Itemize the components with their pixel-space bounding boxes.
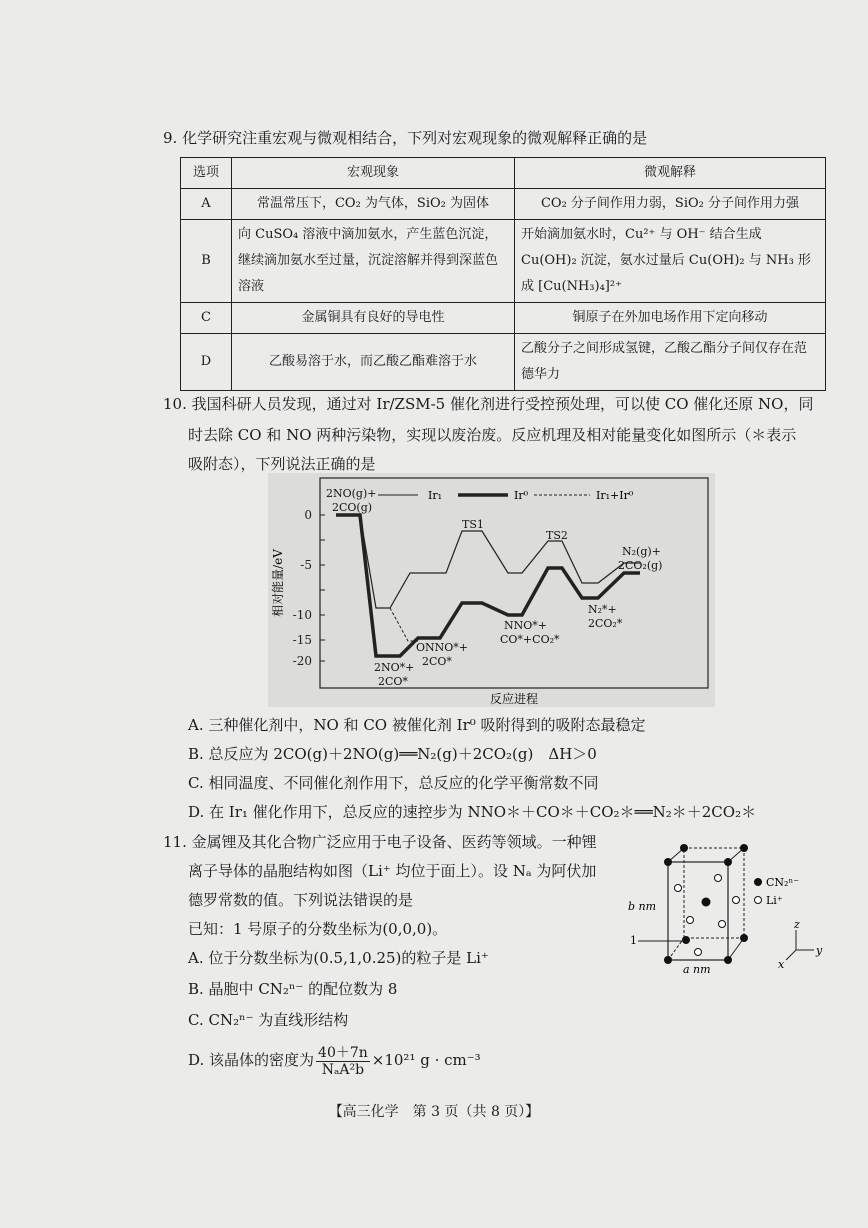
y-axis-label: 相对能量/eV [271, 549, 285, 617]
label-start1: 2NO(g)+ [326, 487, 377, 500]
label-ts1: TS1 [462, 518, 484, 531]
label-d2: 2CO₂* [588, 617, 623, 630]
q11-option-d [188, 1040, 481, 1080]
header-macro: 宏观现象 [232, 158, 515, 189]
b-dimension-label: b nm [628, 900, 657, 913]
q10-option-d: D. 在 Ir₁ 催化作用下，总反应的速控步为 NNO＊＋CO＊＋CO₂＊══N₂＊＋2CO₂＊ [188, 803, 757, 821]
legend-cn2: CN₂ⁿ⁻ [766, 876, 800, 889]
row-macro: 乙酸易溶于水，而乙酸乙酯难溶于水 [232, 334, 515, 391]
label-a2: 2CO* [378, 675, 408, 688]
ytick-20: -20 [292, 654, 312, 668]
label-start2: 2CO(g) [332, 501, 373, 514]
row-micro: 铜原子在外加电场作用下定向移动 [515, 303, 826, 334]
q10-line3: 吸附态），下列说法正确的是 [188, 455, 376, 473]
row-micro: CO₂ 分子间作用力弱，SiO₂ 分子间作用力强 [515, 189, 826, 220]
y-label: y [816, 944, 823, 957]
page-footer: 【高三化学 第 3 页（共 8 页）】 [328, 1104, 540, 1120]
ytick-0: 0 [304, 508, 312, 522]
option-d-suffix: ×10²¹ g · cm⁻³ [371, 1051, 481, 1069]
x-axis-label: 反应进程 [489, 692, 539, 706]
header-micro: 微观解释 [515, 158, 826, 189]
q11-line1: 11. 金属锂及其化合物广泛应用于电子设备、医药等领域。一种锂 [163, 833, 597, 851]
row-option: C [181, 303, 232, 334]
q11-known: 已知：1 号原子的分数坐标为(0,0,0)。 [188, 920, 448, 938]
label-b2: 2CO* [422, 655, 452, 668]
row-macro: 金属铜具有良好的导电性 [232, 303, 515, 334]
table-row [181, 220, 826, 303]
fraction-denominator: NₐA²b [321, 1061, 365, 1078]
legend-ir0: Ir⁰ [514, 489, 529, 502]
q10-option-b: B. 总反应为 2CO(g)＋2NO(g)══N₂(g)＋2CO₂(g) ΔH＞0 [188, 745, 597, 763]
label-c2: CO*+CO₂* [500, 633, 560, 646]
q11-line2: 离子导体的晶胞结构如图（Li⁺ 均位于面上）。设 Nₐ 为阿伏加 [188, 862, 597, 880]
ytick-5: -5 [300, 558, 312, 572]
label-c1: NNO*+ [504, 619, 547, 632]
curve-ir1 [336, 515, 640, 608]
legend-mixed: Ir₁+Ir⁰ [596, 489, 634, 502]
energy-diagram [268, 473, 715, 707]
q10-line1: 10. 我国科研人员发现，通过对 Ir/ZSM-5 催化剂进行受控预处理，可以使 CO 催化还原 NO，同 [163, 395, 814, 413]
row-macro: 常温常压下，CO₂ 为气体，SiO₂ 为固体 [232, 189, 515, 220]
legend-li-marker [755, 897, 762, 904]
header-option: 选项 [181, 158, 232, 189]
table-row [181, 189, 826, 220]
option-d-prefix: D. 该晶体的密度为 [188, 1051, 315, 1069]
row-option: D [181, 334, 232, 391]
x-label: x [778, 958, 785, 971]
q11-line3: 德罗常数的值。下列说法错误的是 [188, 891, 414, 909]
energy-diagram-svg [268, 473, 715, 707]
legend-li: Li⁺ [766, 894, 783, 907]
x-axis [786, 950, 796, 960]
row-macro: 向 CuSO₄ 溶液中滴加氨水，产生蓝色沉淀，继续滴加氨水至过量，沉淀溶解并得到深蓝色溶液 [232, 220, 515, 303]
label-e1: N₂(g)+ [622, 545, 661, 558]
label-e2: 2CO₂(g) [618, 559, 663, 572]
q10-option-a: A. 三种催化剂中，NO 和 CO 被催化剂 Ir⁰ 吸附得到的吸附态最稳定 [188, 716, 646, 734]
legend-cn2-marker [754, 878, 762, 886]
fraction-numerator: 40＋7n [318, 1044, 368, 1061]
label-ts2: TS2 [546, 529, 568, 542]
q10-option-c: C. 相同温度、不同催化剂作用下，总反应的化学平衡常数不同 [188, 774, 599, 792]
curve-ir0 [336, 515, 640, 656]
row-micro: 开始滴加氨水时，Cu²⁺ 与 OH⁻ 结合生成 Cu(OH)₂ 沉淀，氨水过量后 Cu(OH)₂ 与 NH₃ 形成 [Cu(NH₃)₄]²⁺ [515, 220, 826, 303]
q11-option-c: C. CN₂ⁿ⁻ 为直线形结构 [188, 1011, 349, 1029]
row-option: B [181, 220, 232, 303]
atom-one-label: 1 [630, 934, 637, 947]
table-header-row [181, 158, 826, 189]
row-micro: 乙酸分子之间形成氢键，乙酸乙酯分子间仅存在范德华力 [515, 334, 826, 391]
q9-stem: 9. 化学研究注重宏观与微观相结合，下列对宏观现象的微观解释正确的是 [163, 129, 648, 147]
ytick-10: -10 [292, 608, 312, 622]
crystal-cell-svg [628, 840, 838, 975]
density-fraction [316, 1045, 370, 1078]
q10-line2: 时去除 CO 和 NO 两种污染物，实现以废治废。反应机理及相对能量变化如图所示（＊表示 [188, 426, 797, 444]
legend-ir1: Ir₁ [428, 489, 443, 502]
ytick-15: -15 [292, 633, 312, 647]
table-row [181, 303, 826, 334]
crystal-cell-figure [628, 840, 838, 975]
row-option: A [181, 189, 232, 220]
z-label: z [794, 918, 800, 931]
a-dimension-label: a nm [683, 963, 711, 975]
label-b1: ONNO*+ [416, 641, 469, 654]
curve-mixed [390, 608, 418, 641]
label-d1: N₂*+ [588, 603, 617, 616]
q11-option-b: B. 晶胞中 CN₂ⁿ⁻ 的配位数为 8 [188, 980, 398, 998]
label-a1: 2NO*+ [374, 661, 415, 674]
table-row [181, 334, 826, 391]
q9-table [180, 157, 826, 391]
q11-option-a: A. 位于分数坐标为(0.5,1,0.25)的粒子是 Li⁺ [188, 949, 489, 967]
